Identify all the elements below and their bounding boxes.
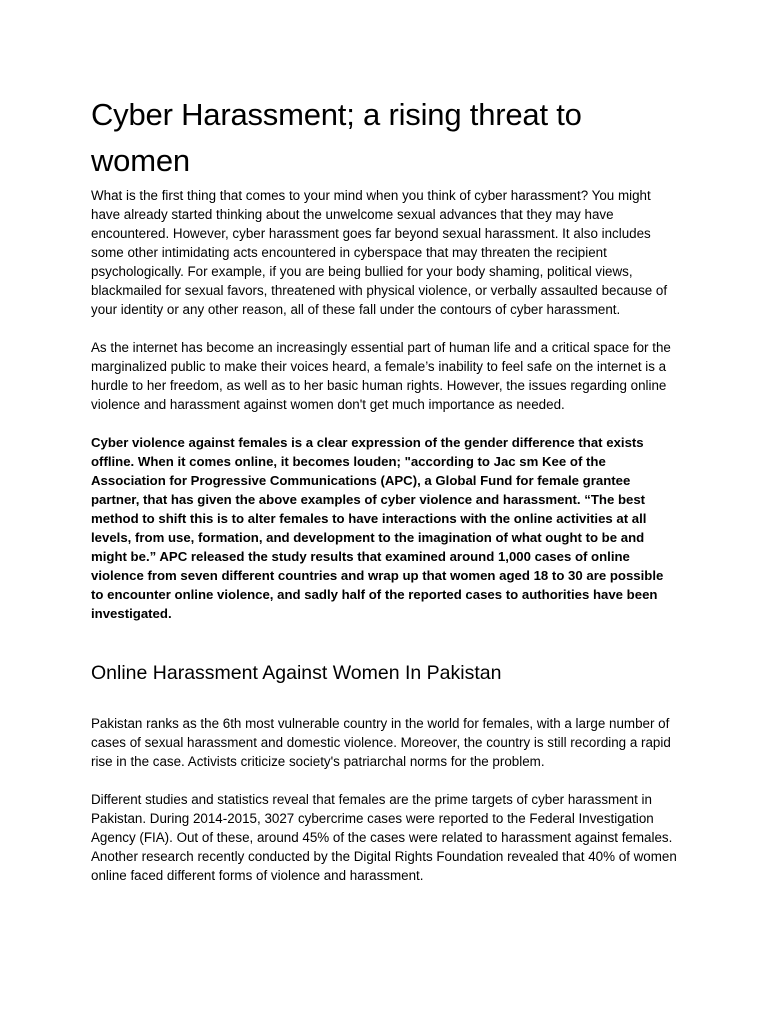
paragraph-internet: As the internet has become an increasingly essential part of human life and a critical space for the marginalized public to make their voices heard, a female’s inability to feel safe on the internet is a hurdle to her freedom, as well as to her basic human rights. However, the issues regarding online violence and harassment against women don't get much importance as needed. bbox=[91, 340, 671, 412]
paragraph-pakistan-rank: Pakistan ranks as the 6th most vulnerable country in the world for females, with a large number of cases of sexual harassment and domestic violence. Moreover, the country is still recording a rapid rise in the case. Activists criticize society's patriarchal norms for the problem. bbox=[91, 716, 671, 769]
section-heading: Online Harassment Against Women In Pakistan bbox=[91, 662, 502, 684]
paragraph-bold-apc: Cyber violence against females is a clear expression of the gender difference that exists offline. When it comes online, it becomes louden; "according to Jac sm Kee of the Association for Progressive Communications (APC), a Global Fund for female grantee partner, that has given the above examples of cyber violence and harassment. “The best method to shift this is to alter females to have interactions with the online activities at all levels, from use, formation, and development to the imagination of what ought to be and might be.” APC released the study results that examined around 1,000 cases of online violence from seven different countries and wrap up that women aged 18 to 30 are possible to encounter online violence, and sadly half of the reported cases to authorities have been investigated. bbox=[91, 435, 664, 621]
paragraph-pakistan-statistics: Different studies and statistics reveal that females are the prime targets of cyber harassment in Pakistan. During 2014-2015, 3027 cybercrime cases were reported to the Federal Investigation Agency (FIA). Out of these, around 45% of the cases were related to harassment against females. Another research recently conducted by the Digital Rights Foundation revealed that 40% of women online faced different forms of violence and harassment. bbox=[91, 792, 677, 883]
paragraph-intro: What is the first thing that comes to your mind when you think of cyber harassment? You might have already started thinking about the unwelcome sexual advances that they may have encountered. However, cyber harassment goes far beyond sexual harassment. It also includes some other intimidating acts encountered in cyberspace that may threaten the recipient psychologically. For example, if you are being bullied for your body shaming, political views, blackmailed for sexual favors, threatened with physical violence, or verbally assaulted because of your identity or any other reason, all of these fall under the contours of cyber harassment. bbox=[91, 188, 668, 317]
document-page bbox=[91, 92, 677, 885]
document-title: Cyber Harassment; a rising threat to women bbox=[91, 97, 582, 178]
